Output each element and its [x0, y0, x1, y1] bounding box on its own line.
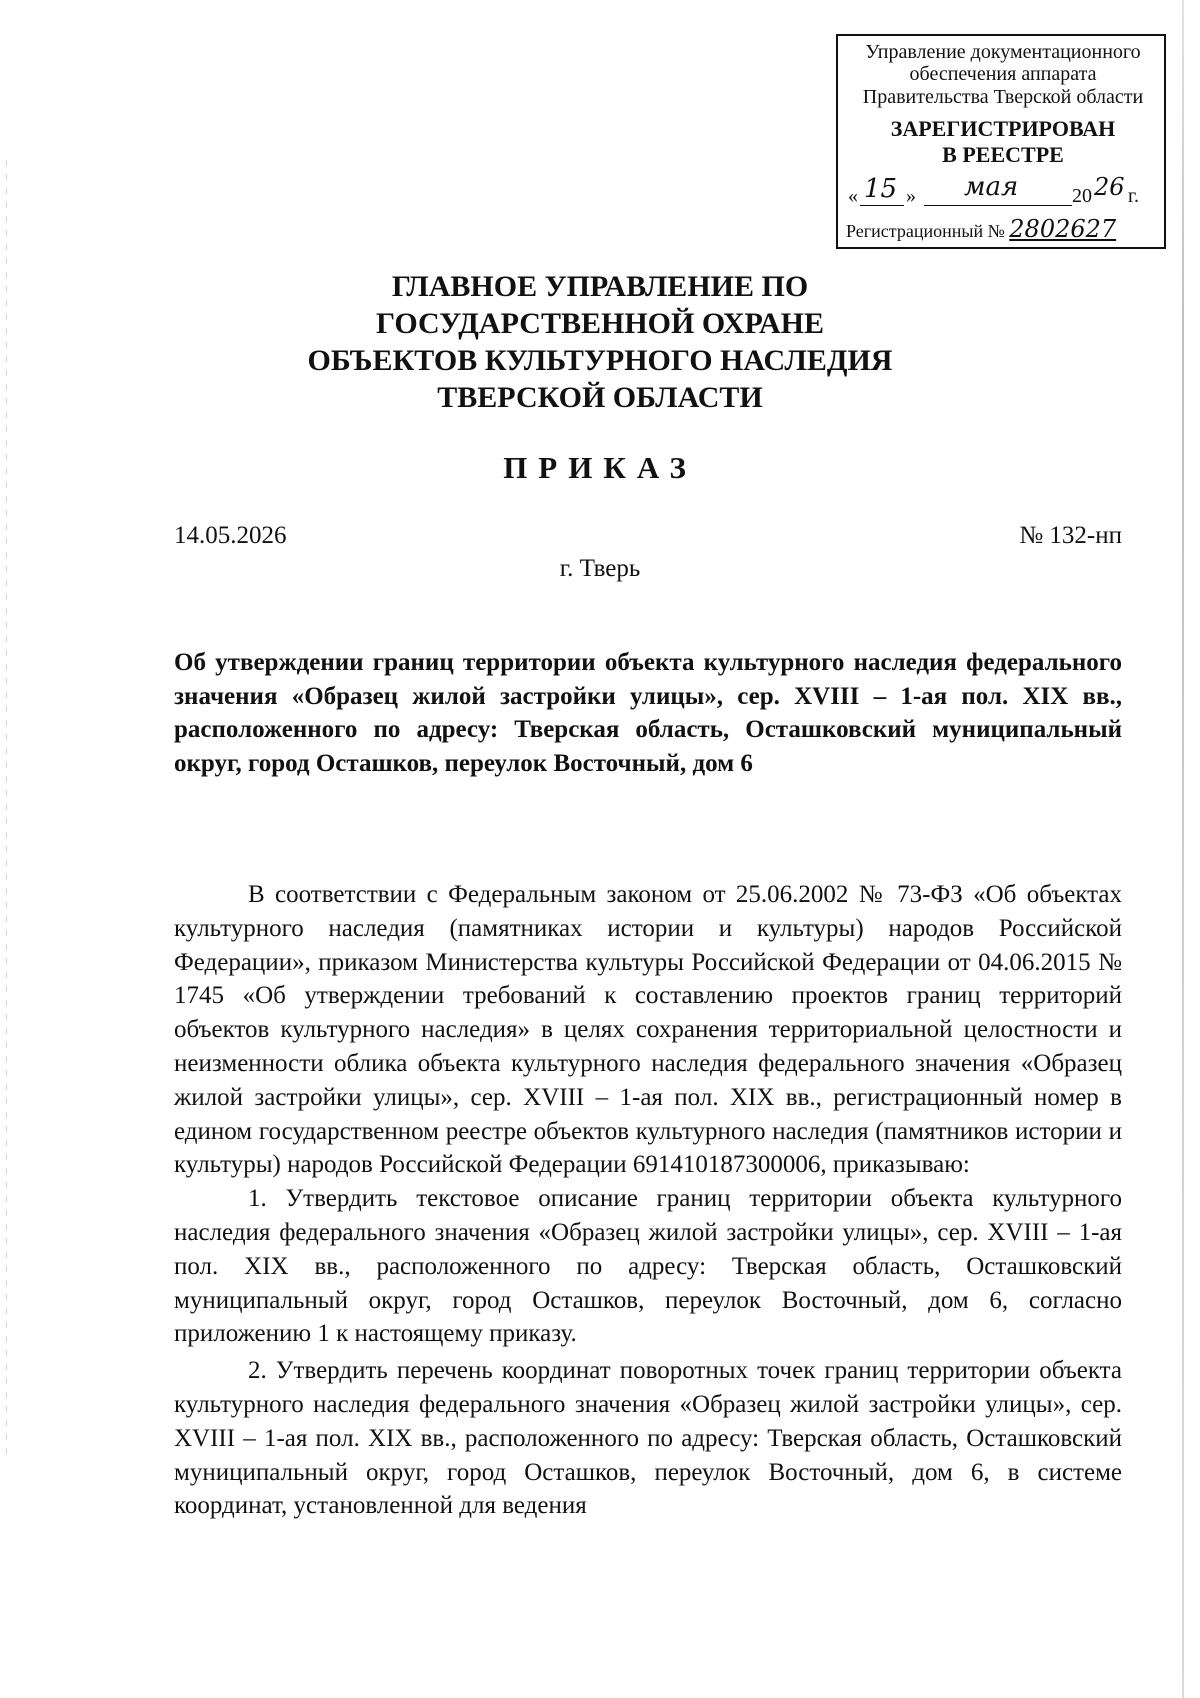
body-item-2: 2. Утвердить перечень координат поворотных точек границ территории объекта культурного наследия федерального значения «Образец жилой застройки улицы», сер. XVIII – 1-ая пол. XIX вв., расположенного по адресу: Тверская область, Осташковский муниципальный округ, город Осташков, переулок Восточный, дом 6, в системе координат, установленной для ведения: [174, 1357, 1122, 1520]
stamp-date-month-underline: [924, 205, 1072, 206]
stamp-date-year-suffix: 26: [1094, 173, 1125, 201]
stamp-dept-line-3: Правительства Тверской области: [862, 85, 1144, 108]
stamp-date-day: 15: [864, 174, 898, 204]
document-type: ПРИКАЗ: [503, 450, 697, 485]
stamp-registered-line-2: В РЕЕСТРЕ: [942, 141, 1064, 167]
stamp-dept-line-2: обеспечения аппарата: [909, 63, 1097, 86]
heading-line-2: ГОСУДАРСТВЕННОЙ ОХРАНЕ: [376, 307, 824, 340]
stamp-dept-line-1: Управление документационного: [865, 41, 1141, 63]
stamp-reg-label: Регистрационный №: [846, 221, 1005, 241]
heading-line-4: ТВЕРСКОЙ ОБЛАСТИ: [437, 381, 763, 414]
stamp-date-open-quote: «: [848, 185, 858, 207]
scan-edge-right: [1182, 0, 1184, 1698]
stamp-date-year-end: г.: [1128, 185, 1139, 207]
stamp-date-day-underline: [860, 205, 904, 206]
stamp-registered-line-1: ЗАРЕГИСТРИРОВАН: [890, 116, 1116, 142]
stamp-reg-number: 2802627: [1009, 215, 1117, 243]
document-number: № 132-нп: [1019, 522, 1122, 549]
document-title: Об утверждении границ территории объекта культурного наследия федерального значения «Образец жилой застройки улицы», сер. XVIII – 1-ая пол. XIX вв., расположенного по адресу: Тверская область, Осташковский муниципальный округ, город Осташков, переулок Восточный, дом 6: [174, 649, 1122, 777]
stamp-date-year-prefix: 20: [1072, 185, 1092, 207]
heading-line-1: ГЛАВНОЕ УПРАВЛЕНИЕ ПО: [391, 270, 809, 303]
body-preamble: В соответствии с Федеральным законом от 25.06.2002 № 73-ФЗ «Об объектах культурного наследия (памятниках истории и культуры) народов Российской Федерации», приказом Министерства культуры Российской Федерации от 04.06.2015 № 1745 «Об утверждении требований к составлению проектов границ территорий объектов культурного наследия» в целях сохранения территориальной целостности и неизменности облика объекта культурного наследия федерального значения «Образец жилой застройки улицы», сер. XVIII – 1-ая пол. XIX вв., регистрационный номер в едином государственном реестре объектов культурного наследия (памятников истории и культуры) народов Российской Федерации 691410187300006, приказываю:: [174, 881, 1122, 1179]
document-city: г. Тверь: [559, 555, 641, 582]
stamp-date-month: мая: [964, 172, 1019, 202]
body-item-1: 1. Утвердить текстовое описание границ территории объекта культурного наследия федерального значения «Образец жилой застройки улицы», сер. XVIII – 1-ая пол. XIX вв., расположенного по адресу: Тверская область, Осташковский муниципальный округ, город Осташков, переулок Восточный, дом 6, согласно приложению 1 к настоящему приказу.: [174, 1185, 1122, 1348]
issuing-authority-heading: [0, 268, 1200, 416]
document-date: 14.05.2026: [174, 522, 287, 549]
heading-line-3: ОБЪЕКТОВ КУЛЬТУРНОГО НАСЛЕДИЯ: [307, 344, 893, 377]
stamp-date-close-quote: »: [906, 185, 916, 207]
registration-stamp: [836, 34, 1166, 249]
document-body: [174, 878, 1122, 1523]
stamp-registration-number: [846, 216, 1158, 243]
stamp-date: [846, 172, 1158, 211]
